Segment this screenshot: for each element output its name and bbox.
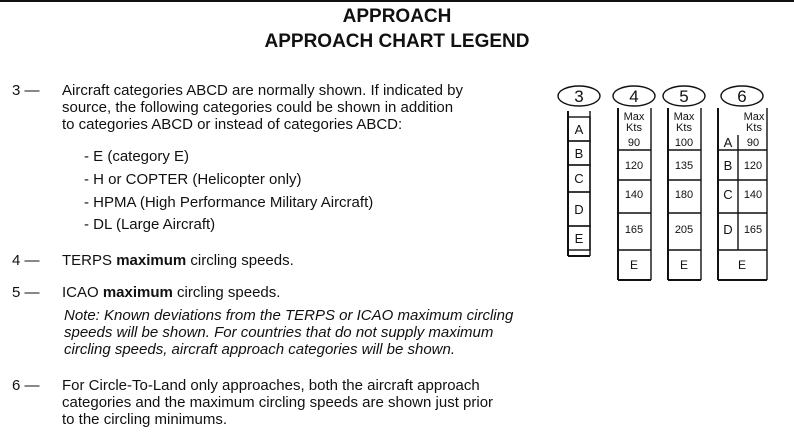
category-label: D: [723, 222, 733, 237]
speed-value: 165: [743, 224, 763, 236]
category-e-item: - E (category E): [84, 148, 190, 165]
kts-header: Kts: [676, 122, 692, 134]
note-line: speeds will be shown. For countries that do not supply maximum: [64, 324, 494, 341]
category-label: E: [679, 258, 689, 272]
speed-value: 90: [746, 137, 760, 149]
category-label: E: [629, 258, 639, 272]
item-3-number: 3 —: [12, 82, 40, 99]
item-6-line: For Circle-To-Land only approaches, both the aircraft approach: [62, 377, 480, 394]
speed-value: 140: [624, 189, 644, 201]
speed-value: 180: [674, 189, 694, 201]
category-h-item: - H or COPTER (Helicopter only): [84, 171, 302, 188]
category-label: D: [574, 202, 584, 217]
col5-label: 5: [679, 87, 689, 106]
col4-label: 4: [629, 87, 639, 106]
kts-header: Kts: [746, 122, 762, 134]
note-line: Note: Known deviations from the TERPS or ICAO maximum circling: [64, 307, 514, 324]
speed-value: 90: [627, 137, 641, 149]
speed-value: 135: [674, 160, 694, 172]
item-3-line: to categories ABCD or instead of categories ABCD:: [62, 116, 403, 133]
speed-value: 205: [674, 224, 694, 236]
max-header: Max: [743, 111, 765, 123]
page-title: APPROACH: [342, 6, 452, 27]
category-hpma-item: - HPMA (High Performance Military Aircraft): [84, 194, 374, 211]
category-label: A: [723, 135, 733, 150]
category-label: C: [723, 187, 733, 202]
category-label: A: [574, 122, 584, 137]
max-header: Max: [673, 111, 695, 123]
item-4-text: TERPS maximum circling speeds.: [62, 252, 294, 269]
col6-label: 6: [737, 87, 747, 106]
speed-value: 100: [674, 137, 694, 149]
category-dl-item: - DL (Large Aircraft): [84, 216, 216, 233]
item-3-line: source, the following categories could be shown in addition: [62, 99, 454, 116]
category-label: C: [574, 171, 584, 186]
kts-header: Kts: [626, 122, 642, 134]
max-header: Max: [623, 111, 645, 123]
category-label: B: [574, 146, 584, 161]
item-5-number: 5 —: [12, 284, 40, 301]
note-line: circling speeds, aircraft approach categories will be shown.: [64, 341, 456, 358]
item-6-line: categories and the maximum circling speeds are shown just prior: [62, 394, 494, 411]
category-label: E: [574, 231, 584, 246]
speed-value: 165: [624, 224, 644, 236]
item-6-line: to the circling minimums.: [62, 411, 228, 428]
speed-value: 140: [743, 189, 763, 201]
item-3-line: Aircraft categories ABCD are normally shown. If indicated by: [62, 82, 464, 99]
speed-value: 120: [624, 160, 644, 172]
item-6-number: 6 —: [12, 377, 40, 394]
col3-label: 3: [574, 87, 584, 106]
item-4-number: 4 —: [12, 252, 40, 269]
speed-value: 120: [743, 160, 763, 172]
item-5-text: ICAO maximum circling speeds.: [62, 284, 281, 301]
page-subtitle: APPROACH CHART LEGEND: [264, 31, 530, 52]
category-label: B: [723, 158, 733, 173]
category-label: E: [737, 258, 747, 272]
